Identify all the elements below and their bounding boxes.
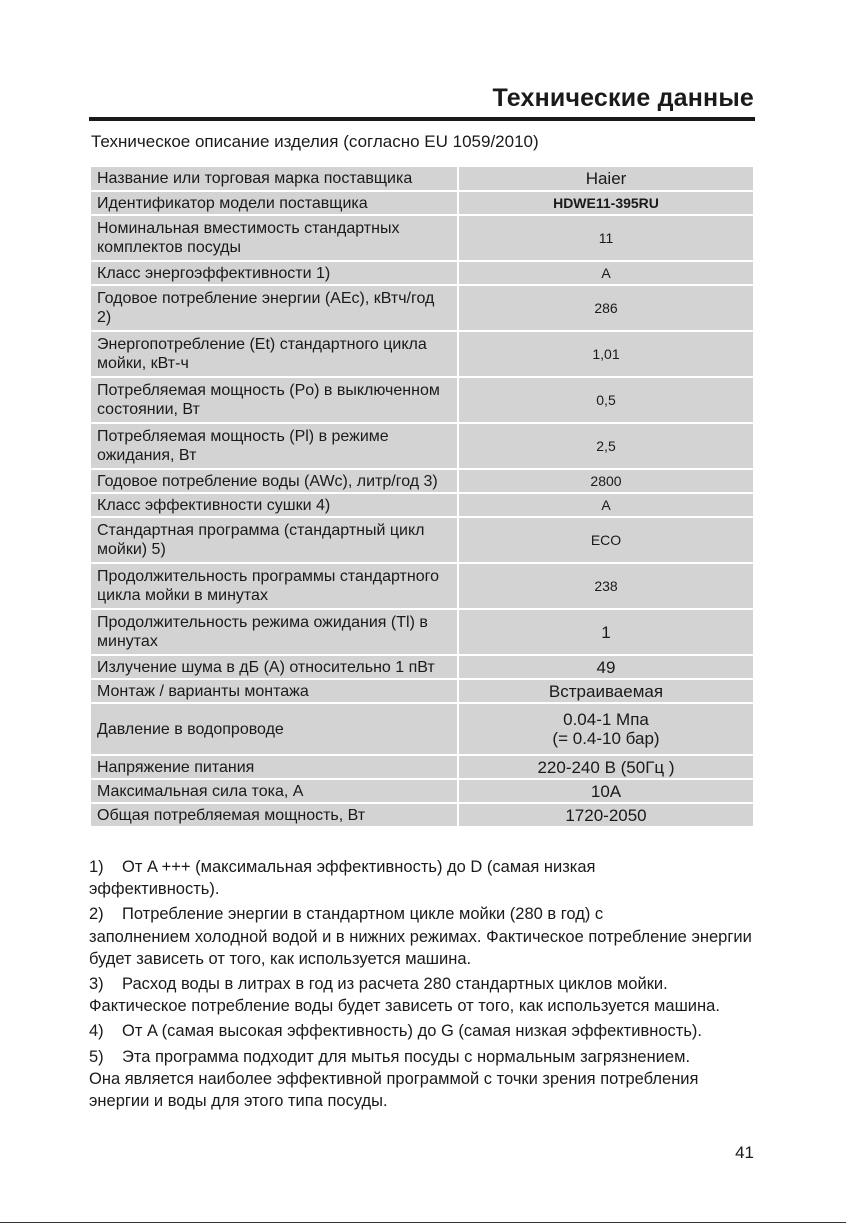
footnote <box>89 973 759 1017</box>
row-value: Haier <box>458 166 754 191</box>
row-value: 286 <box>458 285 754 331</box>
row-label: Идентификатор модели поставщика <box>90 191 458 215</box>
table-row <box>90 563 754 609</box>
row-value: 1 <box>458 609 754 655</box>
footnotes <box>89 856 759 1115</box>
row-label: Стандартная программа (стандартный цикл мойки) 5) <box>90 517 458 563</box>
row-value: 1720-2050 <box>458 803 754 827</box>
table-row <box>90 755 754 779</box>
row-label: Энергопотребление (Et) стандартного цикла мойки, кВт-ч <box>90 331 458 377</box>
footnote-text: Расход воды в литрах в год из расчета 280 стандартных циклов мойки. <box>122 975 668 994</box>
footnote-text: От A +++ (максимальная эффективность) до D (самая низкая <box>122 858 596 876</box>
row-value: 220-240 В (50Гц ) <box>458 755 754 779</box>
footnote <box>89 1046 759 1113</box>
footnote-text: Эта программа подходит для мытья посуды с нормальным загрязнением. <box>122 1047 691 1066</box>
row-label: Класс энергоэффективности 1) <box>90 261 458 285</box>
pressure-value-line-2: (= 0.4-10 бар) <box>552 729 660 748</box>
footnote-text-continued: Она является наиболее эффективной программой с точки зрения потребления энергии и воды для этого типа посуды. <box>89 1069 699 1111</box>
row-value: 238 <box>458 563 754 609</box>
row-value: ECO <box>458 517 754 563</box>
row-value: A <box>458 493 754 517</box>
table-row <box>90 166 754 191</box>
row-label: Продолжительность программы стандартного цикла мойки в минутах <box>90 563 458 609</box>
row-value: 0,5 <box>458 377 754 423</box>
footnote <box>89 856 759 900</box>
page-title: Технические данные <box>492 84 754 112</box>
table-row <box>90 803 754 827</box>
row-label: Потребляемая мощность (Po) в выключенном состоянии, Вт <box>90 377 458 423</box>
row-label: Номинальная вместимость стандартных комплектов посуды <box>90 215 458 261</box>
footnote-text: Потребление энергии в стандартном цикле мойки (280 в год) с <box>122 905 604 924</box>
table-row <box>90 423 754 469</box>
table-row <box>90 469 754 493</box>
row-label: Класс эффективности сушки 4) <box>90 493 458 517</box>
row-label: Напряжение питания <box>90 755 458 779</box>
table-row <box>90 331 754 377</box>
row-value <box>458 703 754 755</box>
document-subtitle: Техническое описание изделия (согласно EU 1059/2010) <box>91 132 539 151</box>
table-row <box>90 655 754 679</box>
footnote <box>89 1020 759 1042</box>
row-value: 49 <box>458 655 754 679</box>
row-value: 1,01 <box>458 331 754 377</box>
row-value: 11 <box>458 215 754 261</box>
table-row <box>90 779 754 803</box>
footnote-number: 5) <box>89 1047 104 1066</box>
table-row <box>90 703 754 755</box>
footnote-number: 4) <box>89 1022 104 1041</box>
table-row <box>90 517 754 563</box>
row-label: Максимальная сила тока, А <box>90 779 458 803</box>
title-divider <box>89 117 755 121</box>
footnote-text-continued: Фактическое потребление воды будет зависеть от того, как используется машина. <box>89 997 720 1016</box>
footnote-text: От A (самая высокая эффективность) до G (самая низкая эффективность). <box>122 1022 702 1041</box>
row-value: Встраиваемая <box>458 679 754 703</box>
page-number: 41 <box>735 1143 754 1162</box>
table-row <box>90 215 754 261</box>
table-row <box>90 261 754 285</box>
row-value: 2,5 <box>458 423 754 469</box>
row-value: 10A <box>458 779 754 803</box>
table-row <box>90 377 754 423</box>
table-row <box>90 285 754 331</box>
row-value: 2800 <box>458 469 754 493</box>
footnote-number: 2) <box>89 905 104 924</box>
table-row <box>90 679 754 703</box>
table-row <box>90 191 754 215</box>
footnote-number: 1) <box>89 858 104 876</box>
row-value: HDWE11-395RU <box>458 191 754 215</box>
row-value: A <box>458 261 754 285</box>
spec-table <box>89 165 755 828</box>
row-label: Общая потребляемая мощность, Вт <box>90 803 458 827</box>
row-label: Монтаж / варианты монтажа <box>90 679 458 703</box>
row-label: Продолжительность режима ожидания (Tl) в минутах <box>90 609 458 655</box>
row-label: Название или торговая марка поставщика <box>90 166 458 191</box>
table-row <box>90 493 754 517</box>
row-label: Годовое потребление воды (AWc), литр/год 3) <box>90 469 458 493</box>
table-row <box>90 609 754 655</box>
row-label: Потребляемая мощность (Pl) в режиме ожидания, Вт <box>90 423 458 469</box>
footnote-number: 3) <box>89 975 104 994</box>
footnote <box>89 903 759 970</box>
row-label: Излучение шума в дБ (А) относительно 1 пВт <box>90 655 458 679</box>
page-bottom-border <box>0 1222 846 1223</box>
footnote-text-continued: заполнением холодной водой и в нижних режимах. Фактическое потребление энергии будет зависеть от того, как используется машина. <box>89 927 752 968</box>
row-label: Годовое потребление энергии (AEc), кВтч/год 2) <box>90 285 458 331</box>
row-label: Давление в водопроводе <box>90 703 458 755</box>
pressure-value-line-1: 0.04-1 Мпа <box>563 710 649 729</box>
footnote-text-continued: эффективность). <box>89 880 220 899</box>
